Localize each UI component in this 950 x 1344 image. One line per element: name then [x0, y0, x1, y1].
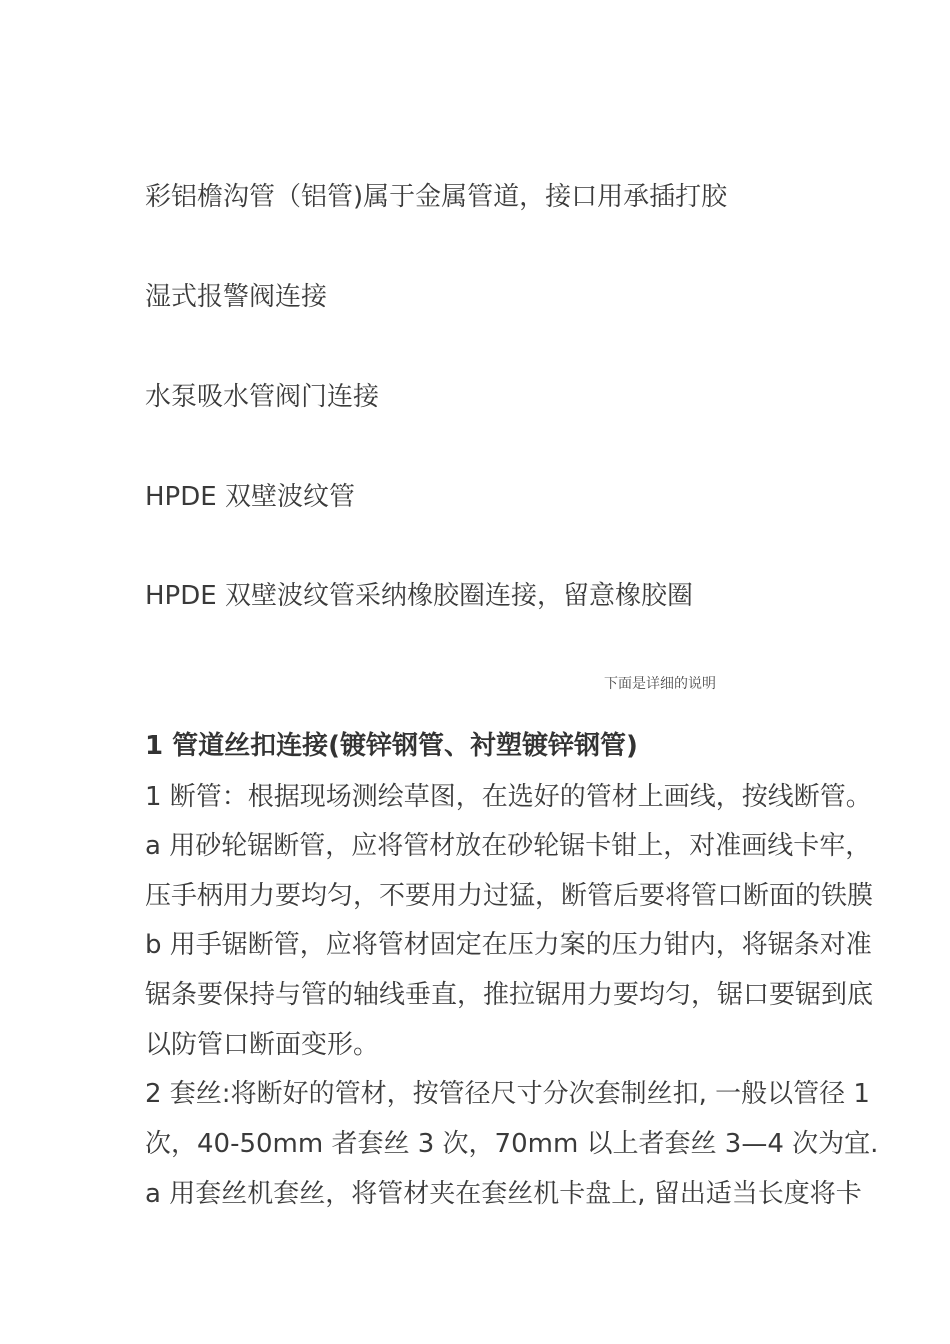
- intro-line-hpde-rubber-ring: HPDE 双壁波纹管采纳橡胶圈连接，留意橡胶圈: [145, 581, 693, 611]
- intro-line-pump-suction-valve: 水泵吸水管阀门连接: [145, 382, 380, 412]
- body-line: 1 断管：根据现场测绘草图，在选好的管材上画线，按线断管。: [145, 782, 872, 812]
- body-line: 压手柄用力要均匀，不要用力过猛，断管后要将管口断面的铁膜: [145, 881, 874, 911]
- divider-note: 下面是详细的说明: [604, 676, 716, 692]
- body-line: a 用砂轮锯断管，应将管材放在砂轮锯卡钳上，对准画线卡牢，: [145, 831, 872, 861]
- body-line: 2 套丝:将断好的管材，按管径尺寸分次套制丝扣, 一般以管径 1: [145, 1079, 870, 1109]
- body-line: b 用手锯断管，应将管材固定在压力案的压力钳内，将锯条对准: [145, 930, 872, 960]
- intro-line-aluminum-gutter: 彩铝檐沟管（铝管)属于金属管道，接口用承插打胶: [145, 182, 728, 212]
- body-line: 次，40-50mm 者套丝 3 次，70mm 以上者套丝 3—4 次为宜.: [145, 1129, 879, 1159]
- section-heading: 1 管道丝扣连接(镀锌钢管、衬塑镀锌钢管): [145, 731, 638, 761]
- body-line: a 用套丝机套丝，将管材夹在套丝机卡盘上, 留出适当长度将卡: [145, 1179, 862, 1209]
- intro-line-wet-alarm-valve: 湿式报警阀连接: [145, 282, 328, 312]
- body-line: 锯条要保持与管的轴线垂直，推拉锯用力要均匀，锯口要锯到底: [145, 980, 874, 1010]
- intro-line-hpde-pipe: HPDE 双壁波纹管: [145, 482, 355, 512]
- body-line: 以防管口断面变形。: [145, 1030, 380, 1060]
